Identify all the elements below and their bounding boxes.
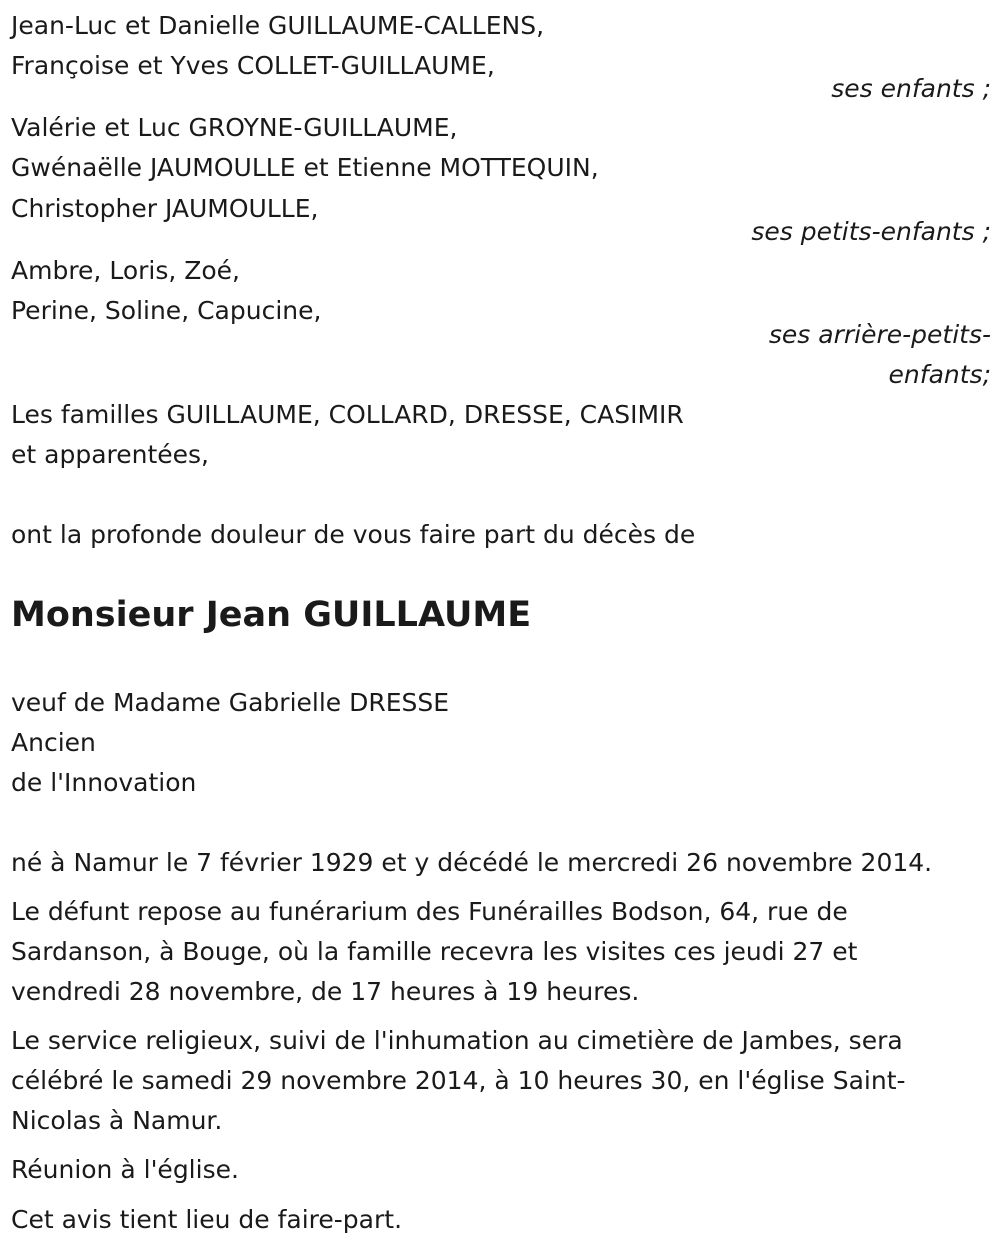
deceased-line-1: veuf de Madame Gabrielle DRESSE [11,688,450,717]
notice-text: Cet avis tient lieu de faire-part. [11,1205,403,1234]
rest-line-3: vendredi 28 novembre, de 17 heures à 19 heures. [11,977,640,1006]
grandchildren-line-3: Christopher JAUMOULLE, [11,194,319,223]
announcement-text: ont la profonde douleur de vous faire part du décès de [11,520,696,549]
rest-line-2: Sardanson, à Bouge, où la famille recevra les visites ces jeudi 27 et [11,937,858,966]
great-grandchildren-line-2: Perine, Soline, Capucine, [11,296,322,325]
birth-death-text: né à Namur le 7 février 1929 et y décédé le mercredi 26 novembre 2014. [11,848,933,877]
service-line-3: Nicolas à Namur. [11,1106,223,1135]
children-line-1: Jean-Luc et Danielle GUILLAUME-CALLENS, [11,11,545,40]
deceased-name: Monsieur Jean GUILLAUME [11,595,532,635]
great-grandchildren-line-1: Ambre, Loris, Zoé, [11,256,241,285]
service-line-1: Le service religieux, suivi de l'inhumation au cimetière de Jambes, sera [11,1026,903,1055]
reunion-text: Réunion à l'église. [11,1155,239,1184]
grandchildren-line-2: Gwénaëlle JAUMOULLE et Etienne MOTTEQUIN, [11,153,599,182]
rest-line-1: Le défunt repose au funérarium des Funérailles Bodson, 64, rue de [11,897,848,926]
children-role: ses enfants ; [831,74,991,103]
deceased-line-2: Ancien [11,728,96,757]
grandchildren-role: ses petits-enfants ; [751,217,991,246]
service-line-2: célébré le samedi 29 novembre 2014, à 10 heures 30, en l'église Saint- [11,1066,906,1095]
families-line-1: Les familles GUILLAUME, COLLARD, DRESSE, CASIMIR [11,400,684,429]
families-line-2: et apparentées, [11,440,209,469]
grandchildren-line-1: Valérie et Luc GROYNE-GUILLAUME, [11,113,458,142]
great-grandchildren-role-1: ses arrière-petits- [768,320,991,349]
children-line-2: Françoise et Yves COLLET-GUILLAUME, [11,51,495,80]
great-grandchildren-role-2: enfants; [888,360,991,389]
deceased-line-3: de l'Innovation [11,768,197,797]
